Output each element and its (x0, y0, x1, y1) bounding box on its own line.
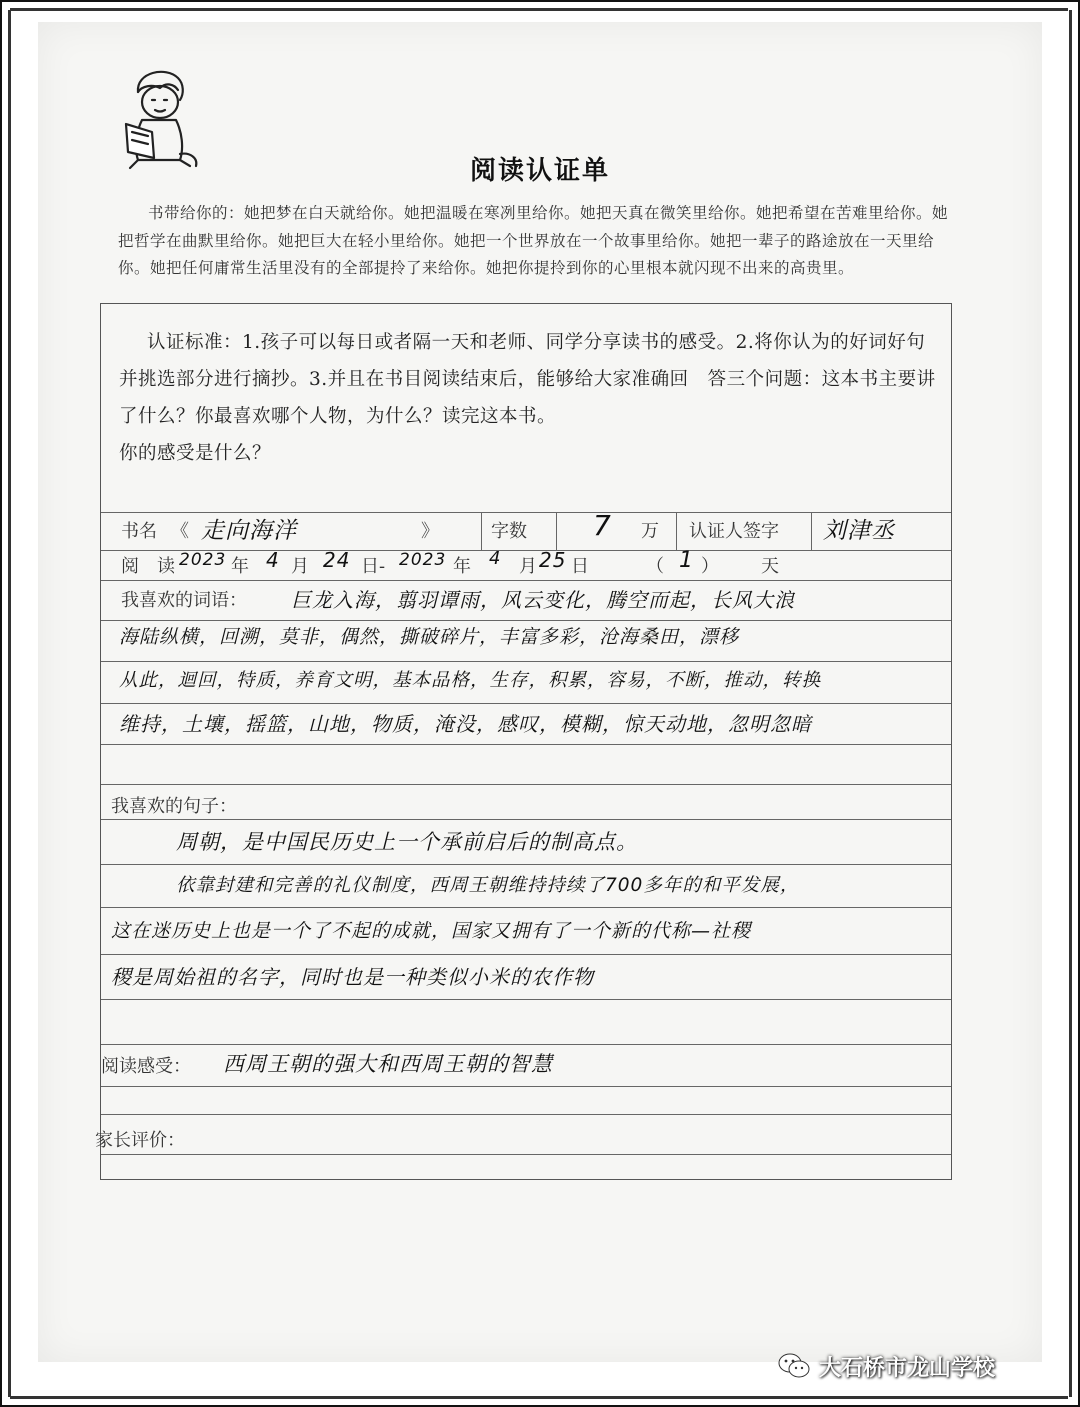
row-divider-words-5 (101, 784, 951, 785)
book-open-quote: 《 (171, 521, 189, 542)
standard-question-3: 你的感受是什么？ (119, 443, 272, 464)
words-line-3: 从此，迴回，特质，养育文明，基本品格，生存，积累，容易，不断，推动，转换 (119, 670, 822, 691)
row-divider-sent-0 (101, 819, 951, 820)
reading-start-day: 24 (323, 548, 351, 572)
row-divider-feeling-2 (101, 1114, 951, 1115)
book-divider-1 (481, 512, 482, 550)
reading-end-year-char: 年 (453, 556, 471, 577)
signer-value: 刘津丞 (823, 518, 895, 544)
page-title: 阅读认证单 (469, 156, 610, 186)
sentence-line-3: 这在迷历史上也是一个了不起的成就，国家又拥有了一个新的代称—社稷 (111, 920, 752, 942)
signer-label: 认证人签字 (689, 521, 779, 542)
book-divider-3 (676, 512, 677, 550)
row-divider-parent (101, 1154, 951, 1155)
watermark-text: 大石桥市龙山学校 (819, 1355, 996, 1381)
book-divider-4 (811, 512, 812, 550)
sentences-label: 我喜欢的句子： (111, 796, 237, 817)
row-divider-words-1 (101, 620, 951, 621)
book-label: 书名 (121, 521, 157, 542)
row-divider-reading-top (101, 550, 951, 551)
reading-days-unit: 天 (761, 556, 779, 577)
reading-days-open: （ (646, 556, 664, 577)
reading-end-month: 4 (489, 548, 502, 569)
frame-bottom-bar (10, 1396, 1068, 1399)
reading-start-month: 4 (266, 548, 280, 572)
parent-review-label: 家长评价： (95, 1130, 185, 1151)
reading-month-char: 月 (291, 556, 309, 577)
row-divider-sent-2 (101, 907, 951, 908)
row-divider-words-2 (101, 661, 951, 662)
reading-end-month-char: 月 (519, 556, 537, 577)
frame-left-bar (8, 10, 11, 1397)
reading-end-year: 2023 (399, 550, 447, 570)
reading-days-value: 1 (679, 548, 694, 573)
reading-label: 阅 读 (121, 556, 175, 577)
book-title-value: 走向海洋 (201, 518, 297, 544)
row-divider-feeling (101, 1086, 951, 1087)
reading-days-close: ） (701, 556, 719, 577)
words-count-label: 字数 (491, 521, 527, 542)
row-divider-sent-4 (101, 999, 951, 1000)
words-count-value: 7 (593, 509, 612, 542)
certification-form (95, 303, 952, 1180)
reading-day-char: 日- (361, 556, 386, 577)
row-divider-sent-3 (101, 954, 951, 955)
row-divider-sent-1 (101, 864, 951, 865)
reading-year-char: 年 (231, 556, 249, 577)
book-divider-2 (556, 512, 557, 550)
intro-paragraph: 书带给你的：她把梦在白天就给你。她把温暖在寒冽里给你。她把天真在微笑里给你。她把希望在苦难里给你。她把哲学在曲默里给你。她把巨大在轻小里给你。她把一个世界放在一个故事里给你。她把一辈子的路途放在一天里给你。她把任何庸常生活里没有的全部提拎了来给你。她把你提拎到你的心里根本就闪现不出来的高贵里。 (118, 204, 949, 277)
book-close-quote: 》 (421, 521, 439, 542)
sentence-line-1: 周朝，是中国民历史上一个承前启后的制高点。 (176, 830, 638, 854)
feeling-label: 阅读感受： (101, 1056, 191, 1077)
words-line-2: 海陆纵横，回溯，莫非，偶然，撕破碎片，丰富多彩，沧海桑田，漂移 (119, 626, 740, 648)
watermark (777, 1347, 1042, 1385)
words-count-unit: 万 (641, 521, 659, 542)
reading-end-day-char: 日 (571, 556, 589, 577)
words-line-1: 巨龙入海，翦羽谭雨，风云变化，腾空而起，长风大浪 (291, 588, 795, 612)
words-label: 我喜欢的词语： (121, 590, 247, 611)
feeling-value: 西周王朝的强大和西周王朝的智慧 (223, 1052, 553, 1076)
reading-start-year: 2023 (179, 550, 227, 570)
reading-end-day: 25 (539, 548, 567, 572)
row-divider-words-top (101, 580, 951, 581)
row-divider-words-3 (101, 703, 951, 704)
frame-top-bar (10, 8, 1068, 11)
sentence-line-4: 稷是周始祖的名字，同时也是一种类似小米的农作物 (111, 965, 594, 989)
sentence-line-2: 依靠封建和完善的礼仪制度，西周王朝维持持续了700多年的和平发展， (176, 875, 800, 896)
row-divider-sent-5 (101, 1044, 951, 1045)
row-divider-words-4 (101, 744, 951, 745)
certification-standard (119, 324, 941, 472)
standard-text: 认证标准：1.孩子可以每日或者隔一天和老师、同学分享读书的感受。2.将你认为的好词好句并挑选部分进行摘抄。3.并且在书目阅读结束后，能够给大家准确回 答三个问题：这本书主要讲了什么？你最喜欢哪个人物，为什么？读完这本书。 (119, 332, 936, 427)
words-line-4: 维持，土壤，摇篮，山地，物质，淹没，感叹，模糊，惊天动地，忽明忽暗 (119, 712, 812, 736)
wechat-icon (777, 1351, 811, 1381)
frame-right-bar (1069, 10, 1072, 1397)
